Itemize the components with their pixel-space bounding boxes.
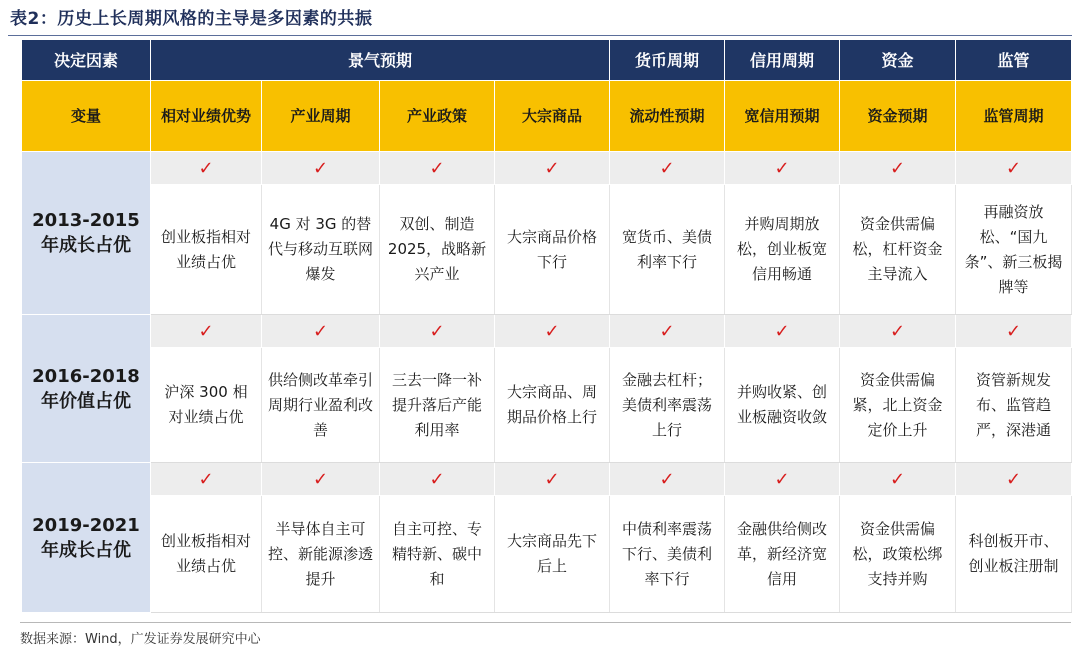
check-mark-icon: ✓ (725, 463, 840, 496)
table-cell: 并购收紧、创业板融资收敛 (725, 348, 840, 463)
check-mark-icon: ✓ (725, 315, 840, 348)
check-mark-icon: ✓ (840, 152, 956, 185)
variable-commodities: 大宗商品 (495, 81, 610, 152)
check-mark-icon: ✓ (262, 152, 380, 185)
check-mark-icon: ✓ (956, 152, 1072, 185)
table-cell: 创业板指相对业绩占优 (151, 496, 262, 613)
variable-industry-cycle: 产业周期 (262, 81, 380, 152)
check-mark-icon: ✓ (262, 463, 380, 496)
check-mark-icon: ✓ (840, 315, 956, 348)
factor-table (21, 39, 1072, 613)
check-mark-icon: ✓ (610, 152, 725, 185)
check-mark-icon: ✓ (262, 315, 380, 348)
check-mark-icon: ✓ (380, 152, 495, 185)
table-cell: 自主可控、专精特新、碳中和 (380, 496, 495, 613)
table-cell: 沪深 300 相对业绩占优 (151, 348, 262, 463)
source-note: 数据来源：Wind，广发证券发展研究中心 (20, 632, 261, 647)
check-row (22, 152, 1072, 185)
table-cell: 半导体自主可控、新能源渗透提升 (262, 496, 380, 613)
variable-relative-performance: 相对业绩优势 (151, 81, 262, 152)
variable-label: 变量 (22, 81, 151, 152)
table-title: 表2：历史上长周期风格的主导是多因素的共振 (10, 9, 373, 29)
check-mark-icon: ✓ (840, 463, 956, 496)
table-cell: 大宗商品、周期品价格上行 (495, 348, 610, 463)
check-mark-icon: ✓ (495, 463, 610, 496)
table-cell: 双创、制造2025，战略新兴产业 (380, 185, 495, 315)
table-cell: 资管新规发布、监管趋严，深港通 (956, 348, 1072, 463)
header-funds: 资金 (840, 40, 956, 81)
header-credit: 信用周期 (725, 40, 840, 81)
source-divider (20, 622, 1071, 623)
table-cell: 资金供需偏松，政策松绑支持并购 (840, 496, 956, 613)
table-cell: 供给侧改革牵引周期行业盈利改善 (262, 348, 380, 463)
table-cell: 科创板开市、创业板注册制 (956, 496, 1072, 613)
header-row-factors (22, 40, 1072, 81)
header-prosperity: 景气预期 (151, 40, 610, 81)
check-mark-icon: ✓ (725, 152, 840, 185)
check-mark-icon: ✓ (956, 315, 1072, 348)
header-regulation: 监管 (956, 40, 1072, 81)
check-mark-icon: ✓ (495, 152, 610, 185)
table-cell: 大宗商品价格下行 (495, 185, 610, 315)
table-cell: 再融资放松、“国九条”、新三板揭牌等 (956, 185, 1072, 315)
period-label: 2013-2015 年成长占优 (22, 152, 151, 315)
period-label: 2019-2021 年成长占优 (22, 463, 151, 613)
variable-liquidity: 流动性预期 (610, 81, 725, 152)
table-cell: 大宗商品先下后上 (495, 496, 610, 613)
period-label: 2016-2018 年价值占优 (22, 315, 151, 463)
variable-credit: 宽信用预期 (725, 81, 840, 152)
table-row (22, 348, 1072, 463)
check-mark-icon: ✓ (151, 315, 262, 348)
variable-funds: 资金预期 (840, 81, 956, 152)
check-mark-icon: ✓ (610, 315, 725, 348)
variable-industry-policy: 产业政策 (380, 81, 495, 152)
table-cell: 金融去杠杆；美债利率震荡上行 (610, 348, 725, 463)
table-row (22, 496, 1072, 613)
table-cell: 资金供需偏松，杠杆资金主导流入 (840, 185, 956, 315)
table-cell: 金融供给侧改革，新经济宽信用 (725, 496, 840, 613)
check-row (22, 315, 1072, 348)
table-cell: 三去一降一补提升落后产能利用率 (380, 348, 495, 463)
check-mark-icon: ✓ (956, 463, 1072, 496)
check-mark-icon: ✓ (495, 315, 610, 348)
table-cell: 资金供需偏紧，北上资金定价上升 (840, 348, 956, 463)
title-divider (8, 35, 1072, 36)
check-mark-icon: ✓ (380, 315, 495, 348)
variable-regulation: 监管周期 (956, 81, 1072, 152)
header-factor: 决定因素 (22, 40, 151, 81)
table-cell: 创业板指相对业绩占优 (151, 185, 262, 315)
header-row-variables (22, 81, 1072, 152)
table-cell: 中债利率震荡下行、美债利率下行 (610, 496, 725, 613)
table-cell: 4G 对 3G 的替代与移动互联网爆发 (262, 185, 380, 315)
check-mark-icon: ✓ (380, 463, 495, 496)
check-mark-icon: ✓ (151, 152, 262, 185)
check-row (22, 463, 1072, 496)
check-mark-icon: ✓ (151, 463, 262, 496)
table-cell: 宽货币、美债利率下行 (610, 185, 725, 315)
table-cell: 并购周期放松，创业板宽信用畅通 (725, 185, 840, 315)
check-mark-icon: ✓ (610, 463, 725, 496)
header-monetary: 货币周期 (610, 40, 725, 81)
table-row (22, 185, 1072, 315)
